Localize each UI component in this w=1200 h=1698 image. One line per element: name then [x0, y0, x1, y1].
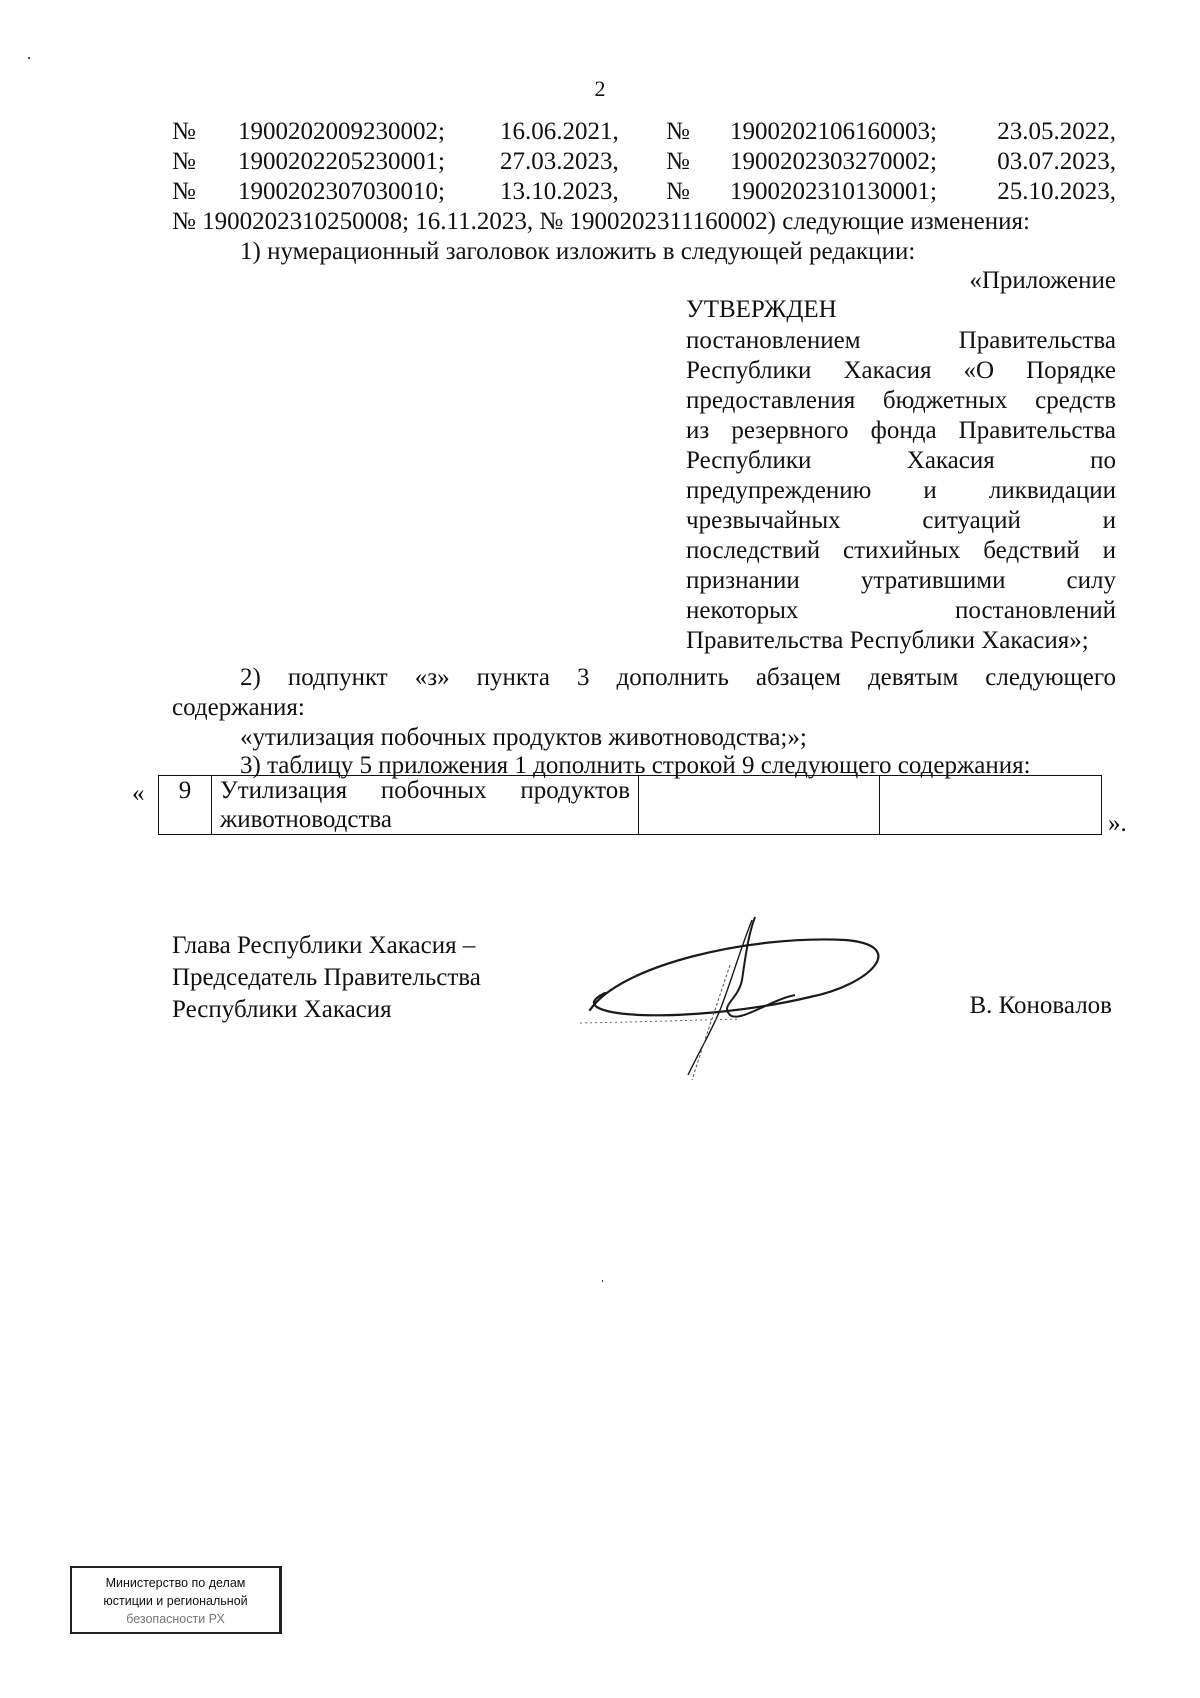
- registry-number: 1900202307030010;: [238, 178, 445, 205]
- signatory-line: Глава Республики Хакасия –: [172, 932, 476, 959]
- item-2-quote: «утилизация побочных продуктов животноводства;»;: [240, 724, 807, 751]
- inserted-table-row: [158, 775, 1102, 835]
- appendix-label: «Приложение: [969, 267, 1116, 294]
- scan-speck: [28, 57, 30, 59]
- registry-date: 16.06.2021,: [500, 118, 619, 145]
- signatory-title: [172, 930, 481, 1026]
- number-sign: №: [666, 148, 690, 175]
- registry-row: [172, 178, 1116, 208]
- open-quote: «: [132, 780, 145, 807]
- item-2: 2) подпункт «з» пункта 3 дополнить абзацем девятым следующего: [240, 664, 1116, 691]
- signatory-line: Республики Хакасия: [172, 996, 392, 1023]
- registry-date: 25.10.2023,: [997, 178, 1116, 205]
- signatory-name: В. Коновалов: [969, 992, 1112, 1019]
- approved-title: УТВЕРЖДЕН: [686, 296, 837, 323]
- registry-date: 13.10.2023,: [500, 178, 619, 205]
- registry-number: 1900202205230001;: [238, 148, 445, 175]
- approved-line: постановлением Правительства: [686, 327, 1116, 354]
- handwritten-signature: [580, 905, 910, 1085]
- approved-line: последствий стихийных бедствий и: [686, 537, 1116, 564]
- registry-row: [172, 148, 1116, 178]
- stamp-line: безопасности РХ: [126, 1612, 225, 1626]
- page-number: 2: [594, 76, 606, 101]
- registry-number: 1900202106160003;: [730, 118, 937, 145]
- approved-line: Республики Хакасия по: [686, 447, 1116, 474]
- approved-line: чрезвычайных ситуаций и: [686, 507, 1116, 534]
- registry-date: 27.03.2023,: [500, 148, 619, 175]
- registry-number: 1900202303270002;: [730, 148, 937, 175]
- number-sign: №: [172, 148, 196, 175]
- registry-date: 23.05.2022,: [997, 118, 1116, 145]
- table-cell-name-line: животноводства: [220, 806, 392, 833]
- approved-line: Республики Хакасия «О Порядке: [686, 357, 1116, 384]
- signatory-line: Председатель Правительства: [172, 964, 481, 991]
- table-cell-empty: [880, 776, 1102, 835]
- scan-speck: [602, 1280, 603, 1282]
- registry-tail: № 1900202310250008; 16.11.2023, № 1900202311160002) следующие изменения:: [172, 208, 1030, 235]
- approved-line: предупреждению и ликвидации: [686, 477, 1116, 504]
- table-cell-name: [212, 776, 639, 835]
- table-cell-empty: [639, 776, 880, 835]
- approved-line: некоторых постановлений: [686, 597, 1116, 624]
- table-row: [159, 776, 1102, 835]
- registry-date: 03.07.2023,: [997, 148, 1116, 175]
- stamp-line: Министерство по делам: [105, 1576, 246, 1590]
- registry-row: [172, 118, 1116, 148]
- approved-line: предоставления бюджетных средств: [686, 387, 1116, 414]
- table-cell-name-line: Утилизация побочных продуктов: [220, 777, 630, 804]
- close-quote: ».: [1108, 810, 1127, 837]
- registry-number: 1900202009230002;: [238, 118, 445, 145]
- approved-block: [686, 326, 1116, 656]
- table-cell-number: 9: [159, 776, 212, 835]
- approved-line: из резервного фонда Правительства: [686, 417, 1116, 444]
- item-3: 3) таблицу 5 приложения 1 дополнить строкой 9 следующего содержания:: [240, 752, 1031, 779]
- stamp-line: юстиции и региональной: [103, 1594, 248, 1608]
- item-2-continuation: содержания:: [172, 694, 305, 721]
- number-sign: №: [666, 178, 690, 205]
- registration-stamp: [70, 1566, 282, 1634]
- registry-number: 1900202310130001;: [730, 178, 937, 205]
- item-1: 1) нумерационный заголовок изложить в следующей редакции:: [240, 238, 916, 265]
- number-sign: №: [172, 118, 196, 145]
- number-sign: №: [172, 178, 196, 205]
- approved-line: Правительства Республики Хакасия»;: [686, 627, 1089, 654]
- number-sign: №: [666, 118, 690, 145]
- approved-line: признании утратившими силу: [686, 567, 1116, 594]
